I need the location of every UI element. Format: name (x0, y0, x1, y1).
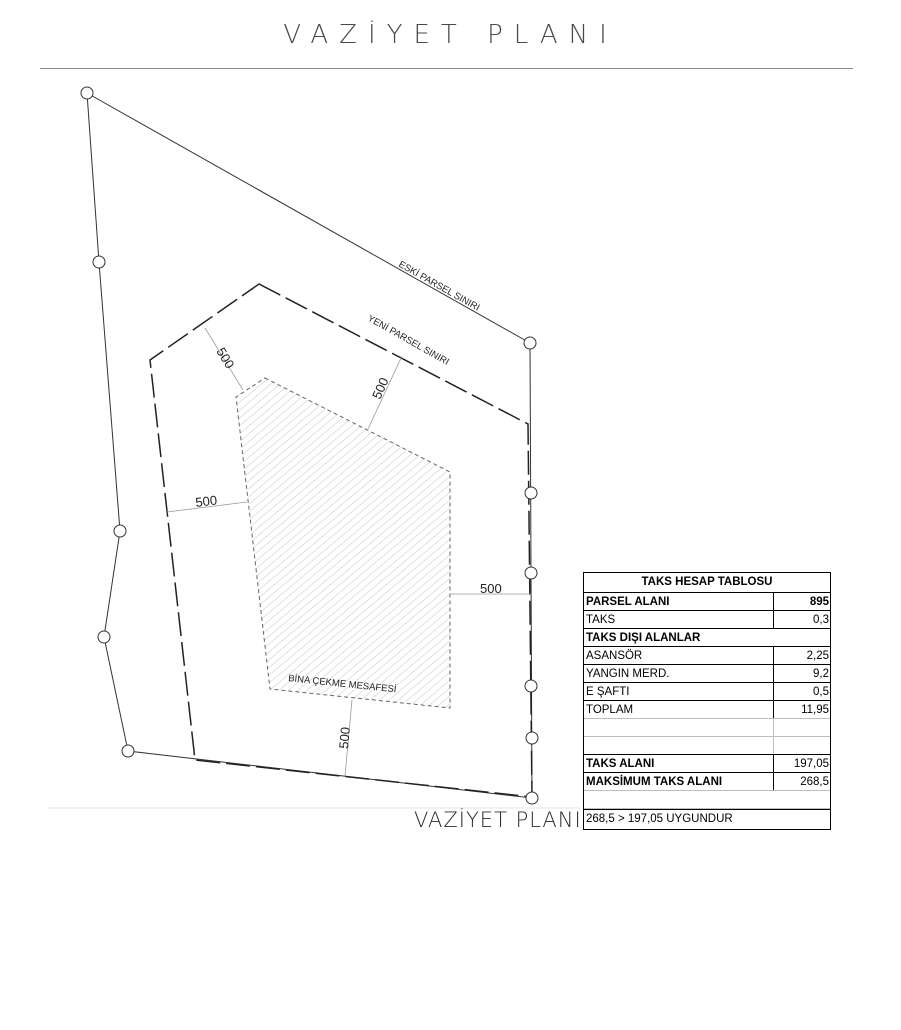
row-value: 11,95 (773, 701, 830, 718)
table-row-taks-disi (584, 629, 830, 647)
drawing-caption: VAZİYET PLANI (414, 808, 582, 832)
setback-area-label: BİNA ÇEKME MESAFESİ (287, 673, 397, 696)
new-boundary-label: YENİ PARSEL SINIRI (365, 313, 451, 368)
row-value: 9,2 (773, 665, 830, 682)
row-value: 268,5 (773, 773, 830, 790)
boundary-marker (526, 732, 538, 744)
row-label: MAKSİMUM TAKS ALANI (586, 776, 723, 788)
table-row-empty (584, 791, 830, 809)
boundary-marker (525, 680, 537, 692)
boundary-marker (93, 256, 105, 268)
row-label (584, 737, 773, 754)
boundary-marker (114, 525, 126, 537)
table-row-empty (584, 719, 830, 737)
dimension-label-top-left: 500 (213, 344, 238, 372)
row-label (584, 791, 830, 808)
row-value (773, 719, 830, 736)
boundary-marker (98, 631, 110, 643)
table-row-asansor (584, 647, 830, 665)
table-row-taks-alani (584, 755, 830, 773)
row-label: PARSEL ALANI (586, 596, 670, 608)
boundary-marker (526, 792, 538, 804)
table-row-toplam (584, 701, 830, 719)
row-label: E ŞAFTI (586, 686, 630, 698)
row-label: TAKS DIŞI ALANLAR (586, 632, 701, 644)
row-label: ASANSÖR (586, 650, 643, 662)
row-value: 0,3 (773, 611, 830, 628)
row-label: TAKS ALANI (586, 758, 655, 770)
dimension-label-left: 500 (194, 492, 218, 510)
boundary-marker (524, 337, 536, 349)
row-value: 2,25 (773, 647, 830, 664)
table-row-maks-taks-alani (584, 773, 830, 791)
table-row-saft (584, 683, 830, 701)
row-value: 197,05 (773, 755, 830, 772)
page-title: VAZİYET PLANI (283, 20, 618, 50)
row-value: 0,5 (773, 683, 830, 700)
row-value: 895 (773, 593, 830, 610)
result-label: 268,5 > 197,05 UYGUNDUR (586, 813, 733, 825)
row-label: TOPLAM (586, 704, 634, 716)
taks-calculation-table (583, 572, 831, 830)
table-header: TAKS HESAP TABLOSU (584, 573, 830, 593)
row-label: YANGIN MERD. (586, 668, 670, 680)
boundary-marker (122, 745, 134, 757)
dimension-label-top: 500 (369, 375, 392, 402)
boundary-marker (525, 567, 537, 579)
old-boundary-label: ESKİ PARSEL SINIRI (396, 259, 482, 314)
row-label: TAKS (586, 614, 616, 626)
dimension-label-right: 500 (480, 581, 502, 596)
dimension-label-bottom: 500 (336, 726, 353, 750)
building-setback-area (236, 378, 450, 708)
table-row-taks (584, 611, 830, 629)
table-row-yangin (584, 665, 830, 683)
table-row-empty (584, 737, 830, 755)
row-label (584, 719, 773, 736)
boundary-marker (525, 487, 537, 499)
boundary-marker (81, 87, 93, 99)
row-value (773, 737, 830, 754)
table-row-parsel-alani (584, 593, 830, 611)
table-row-result (584, 809, 830, 829)
